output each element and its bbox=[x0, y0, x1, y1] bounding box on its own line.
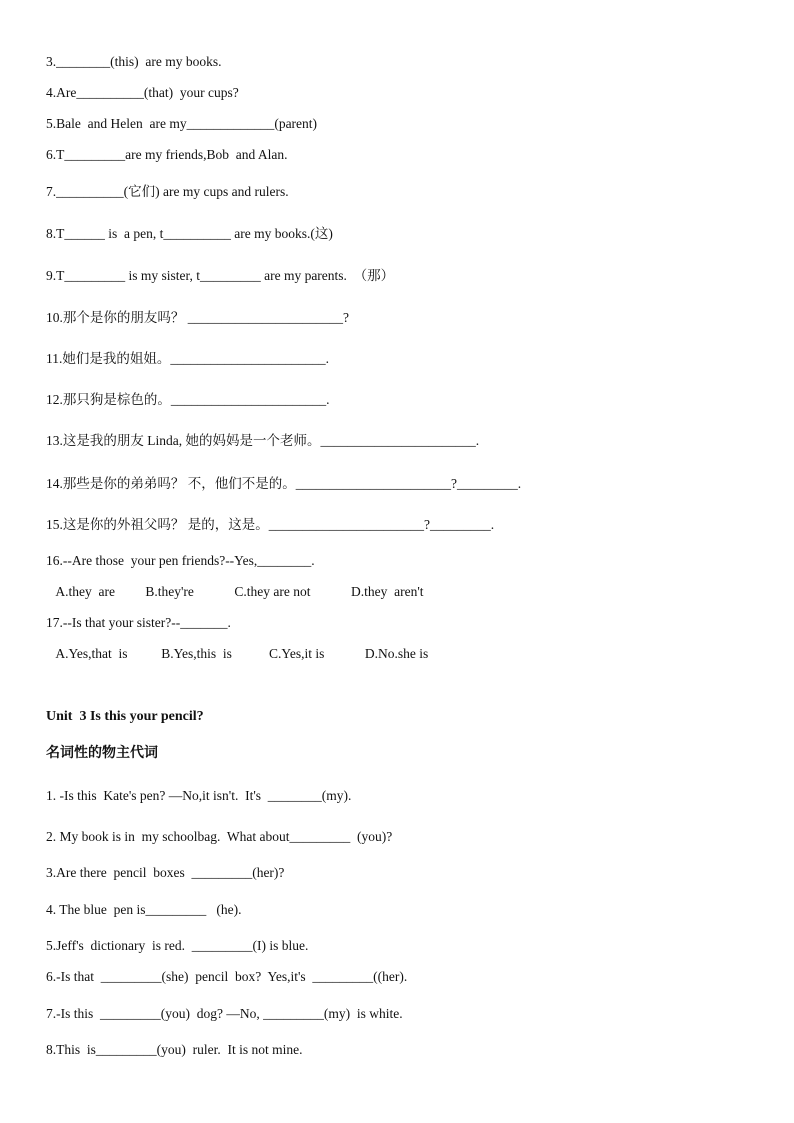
exercise-line: 2. My book is in my schoolbag. What about_________ (you)? bbox=[46, 829, 393, 844]
exercise-line: 4. The blue pen is_________ (he). bbox=[46, 902, 242, 917]
exercise-line: 13.这是我的朋友 Linda, 她的妈妈是一个老师。_______________________. bbox=[46, 433, 480, 448]
exercise-line: 16.--Are those your pen friends?--Yes,________. bbox=[46, 553, 315, 568]
exercise-line: 7.__________(它们) are my cups and rulers. bbox=[46, 184, 289, 199]
exercise-line: 3.Are there pencil boxes _________(her)? bbox=[46, 865, 285, 880]
exercise-line: 9.T_________ is my sister, t_________ are my parents. （那） bbox=[46, 268, 395, 283]
exercise-line: 8.This is_________(you) ruler. It is not mine. bbox=[46, 1042, 303, 1057]
exercise-line: 5.Bale and Helen are my_____________(parent) bbox=[46, 116, 318, 131]
exercise-line: 12.那只狗是棕色的。_______________________. bbox=[46, 392, 330, 407]
unit-title: Unit 3 Is this your pencil? bbox=[46, 709, 204, 724]
exercise-line: 14.那些是你的弟弟吗？ 不，他们不是的。_______________________?_________. bbox=[46, 476, 522, 491]
exercise-line: 8.T______ is a pen, t__________ are my books.(这) bbox=[46, 226, 333, 241]
exercise-line: 5.Jeff's dictionary is red. _________(I) is blue. bbox=[46, 938, 309, 953]
exercise-line: 4.Are__________(that) your cups? bbox=[46, 85, 239, 100]
answer-options: A.they are B.they're C.they are not D.they aren't bbox=[46, 584, 424, 599]
exercise-line: 11.她们是我的姐姐。_______________________. bbox=[46, 351, 329, 366]
answer-options: A.Yes,that is B.Yes,this is C.Yes,it is D.No.she is bbox=[46, 646, 429, 661]
exercise-line: 1. -Is this Kate's pen? —No,it isn't. It's ________(my). bbox=[46, 788, 352, 803]
exercise-line: 7.-Is this _________(you) dog? —No, _________(my) is white. bbox=[46, 1006, 403, 1021]
exercise-line: 6.T_________are my friends,Bob and Alan. bbox=[46, 147, 288, 162]
exercise-line: 17.--Is that your sister?--_______. bbox=[46, 615, 231, 630]
exercise-line: 15.这是你的外祖父吗？ 是的，这是。_______________________?_________. bbox=[46, 517, 495, 532]
exercise-line: 3.________(this) are my books. bbox=[46, 54, 222, 69]
exercise-line: 6.-Is that _________(she) pencil box? Yes,it's _________((her). bbox=[46, 969, 408, 984]
exercise-line: 10.那个是你的朋友吗？ _______________________? bbox=[46, 310, 349, 325]
section-title: 名词性的物主代词 bbox=[46, 746, 158, 761]
